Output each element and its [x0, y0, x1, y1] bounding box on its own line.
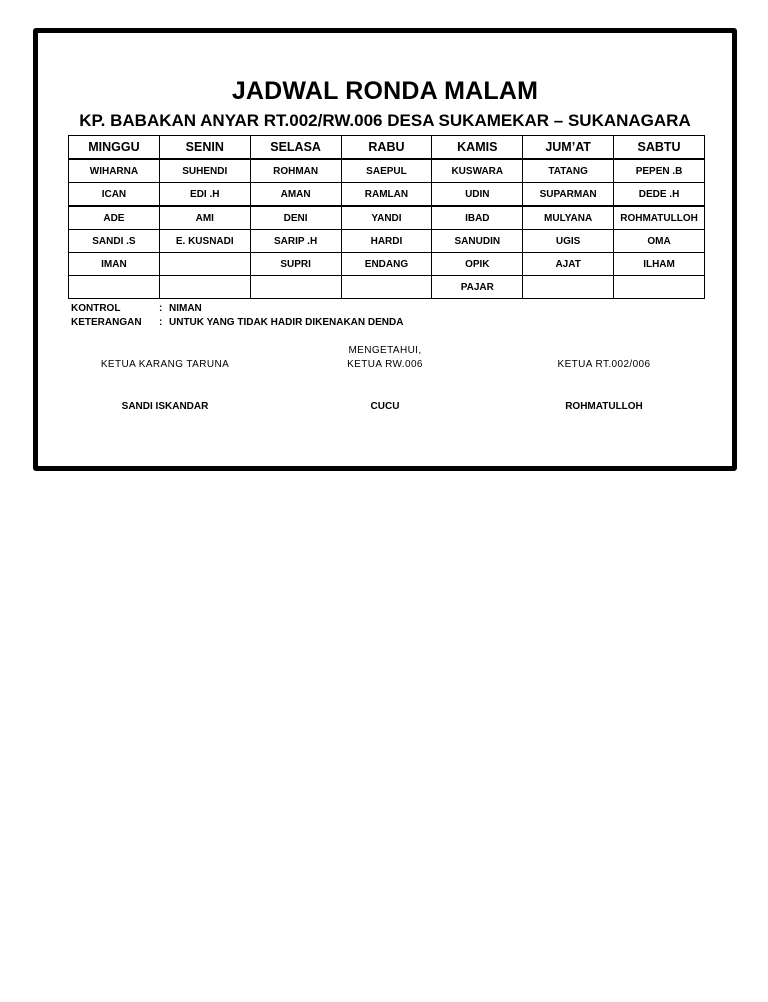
keterangan-separator: :: [159, 317, 163, 328]
roster-row: [69, 159, 705, 183]
center-signatory-pre: MENGETAHUI,: [348, 345, 422, 356]
roster-cell: DEDE .H: [614, 183, 705, 207]
roster-cell: E. KUSNADI: [159, 230, 250, 253]
roster-cell: TATANG: [523, 159, 614, 183]
right-signatory-name: ROHMATULLOH: [565, 401, 643, 412]
roster-cell: HARDI: [341, 230, 432, 253]
roster-cell: OMA: [614, 230, 705, 253]
roster-cell: [159, 276, 250, 299]
center-signatory-title: KETUA RW.006: [347, 359, 423, 370]
roster-cell: SANDI .S: [69, 230, 160, 253]
roster-cell: ICAN: [69, 183, 160, 207]
roster-cell: [523, 276, 614, 299]
roster-cell: [250, 276, 341, 299]
roster-cell: AMI: [159, 206, 250, 230]
roster-cell: [341, 276, 432, 299]
schedule-frame: [33, 28, 737, 471]
roster-cell: RAMLAN: [341, 183, 432, 207]
roster-row: [69, 183, 705, 207]
roster-header-row: [69, 136, 705, 160]
day-header-sabtu: SABTU: [614, 136, 705, 160]
roster-cell: IMAN: [69, 253, 160, 276]
day-header-jumat: JUM’AT: [523, 136, 614, 160]
roster-cell: SARIP .H: [250, 230, 341, 253]
roster-cell: DENI: [250, 206, 341, 230]
day-header-minggu: MINGGU: [69, 136, 160, 160]
roster-cell: IBAD: [432, 206, 523, 230]
roster-cell: PEPEN .B: [614, 159, 705, 183]
roster-cell: ADE: [69, 206, 160, 230]
page-subtitle: KP. BABAKAN ANYAR RT.002/RW.006 DESA SUKAMEKAR – SUKANAGARA: [79, 111, 691, 130]
kontrol-line: [71, 303, 202, 314]
page-title: JADWAL RONDA MALAM: [231, 77, 539, 105]
roster-cell: ENDANG: [341, 253, 432, 276]
roster-cell: WIHARNA: [69, 159, 160, 183]
roster-cell: UDIN: [432, 183, 523, 207]
roster-cell: YANDI: [341, 206, 432, 230]
roster-cell: [159, 253, 250, 276]
left-signatory-name: SANDI ISKANDAR: [121, 401, 209, 412]
keterangan-label: KETERANGAN: [71, 317, 142, 328]
roster-cell: [614, 276, 705, 299]
roster-cell: ROHMAN: [250, 159, 341, 183]
kontrol-value: NIMAN: [169, 303, 202, 314]
keterangan-value: UNTUK YANG TIDAK HADIR DIKENAKAN DENDA: [169, 317, 404, 328]
roster-cell: SANUDIN: [432, 230, 523, 253]
roster-row: [69, 206, 705, 230]
roster-cell: SUPARMAN: [523, 183, 614, 207]
roster-cell: SUHENDI: [159, 159, 250, 183]
roster-cell: SUPRI: [250, 253, 341, 276]
day-header-selasa: SELASA: [250, 136, 341, 160]
day-header-kamis: KAMIS: [432, 136, 523, 160]
roster-cell: SAEPUL: [341, 159, 432, 183]
roster-cell: [69, 276, 160, 299]
roster-cell: OPIK: [432, 253, 523, 276]
roster-cell: ILHAM: [614, 253, 705, 276]
keterangan-line: [71, 317, 403, 328]
roster-cell: PAJAR: [432, 276, 523, 299]
roster-cell: ROHMATULLOH: [614, 206, 705, 230]
roster-cell: AMAN: [250, 183, 341, 207]
roster-cell: UGIS: [523, 230, 614, 253]
left-signatory-title: KETUA KARANG TARUNA: [100, 359, 230, 370]
roster-row: [69, 253, 705, 276]
roster-table: [68, 135, 705, 299]
right-signatory-title: KETUA RT.002/006: [557, 359, 651, 370]
kontrol-separator: :: [159, 303, 163, 314]
kontrol-label: KONTROL: [71, 303, 121, 314]
roster-cell: EDI .H: [159, 183, 250, 207]
day-header-rabu: RABU: [341, 136, 432, 160]
roster-row: [69, 276, 705, 299]
roster-cell: KUSWARA: [432, 159, 523, 183]
roster-cell: AJAT: [523, 253, 614, 276]
roster-cell: MULYANA: [523, 206, 614, 230]
roster-row: [69, 230, 705, 253]
day-header-senin: SENIN: [159, 136, 250, 160]
center-signatory-name: CUCU: [370, 401, 400, 412]
